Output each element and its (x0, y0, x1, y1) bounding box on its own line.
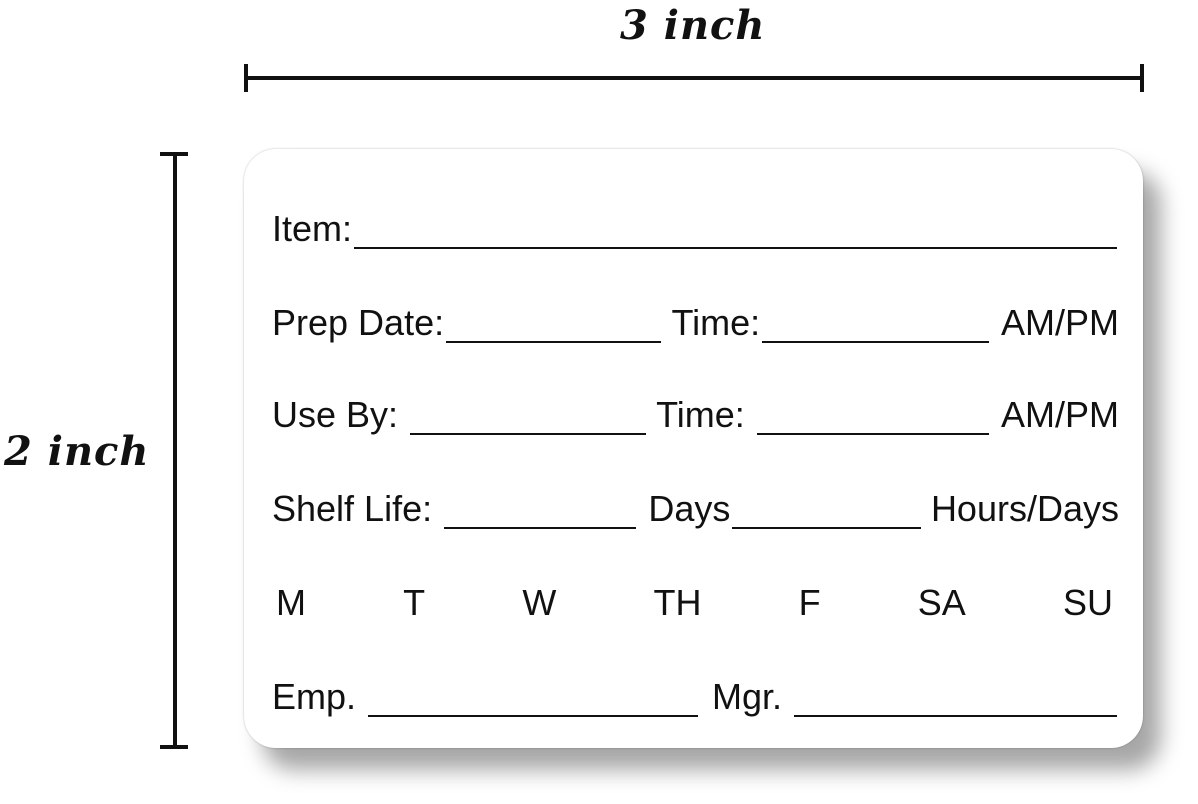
weekday-row (276, 583, 1113, 623)
manager-blank (794, 683, 1117, 717)
prep-time-blank (762, 309, 989, 343)
prep-time-label: Time: (671, 302, 761, 343)
weekday-monday[interactable]: M (276, 582, 306, 623)
shelf-life-row (272, 489, 1119, 529)
manager-label: Mgr. (712, 676, 783, 717)
weekday-tuesday[interactable]: T (403, 582, 426, 623)
signature-row (272, 677, 1119, 717)
employee-label: Emp. (272, 676, 357, 717)
use-by-row (272, 395, 1119, 435)
shelf-life-label: Shelf Life: (272, 488, 433, 529)
width-dimension-line (246, 76, 1142, 80)
prep-date-label: Prep Date: (272, 302, 445, 343)
shelf-life-blank (444, 495, 636, 529)
use-by-blank (410, 401, 646, 435)
width-dimension-cap-left (244, 64, 248, 92)
use-by-ampm-label: AM/PM (1000, 394, 1119, 435)
height-dimension-line (173, 154, 177, 748)
shelf-days-label: Days (648, 488, 731, 529)
weekday-sunday[interactable]: SU (1062, 582, 1113, 623)
width-dimension-label: 3 inch (620, 2, 766, 49)
item-row (272, 209, 1119, 249)
weekday-thursday[interactable]: TH (653, 582, 702, 623)
prep-date-row (272, 303, 1119, 343)
shelf-hours-days-label: Hours/Days (930, 488, 1119, 529)
prep-date-blank (446, 309, 661, 343)
use-by-label: Use By: (272, 394, 399, 435)
use-by-time-label: Time: (656, 394, 745, 435)
weekday-friday[interactable]: F (798, 582, 821, 623)
height-dimension-cap-bottom (160, 745, 188, 749)
use-by-time-blank (757, 401, 989, 435)
weekday-wednesday[interactable]: W (522, 582, 557, 623)
prep-ampm-label: AM/PM (1000, 302, 1119, 343)
food-prep-label (244, 149, 1143, 748)
item-blank (354, 215, 1117, 249)
height-dimension-label: 2 inch (4, 428, 150, 475)
height-dimension-cap-top (160, 152, 188, 156)
item-label: Item: (272, 208, 353, 249)
employee-blank (368, 683, 698, 717)
shelf-days-blank (732, 495, 921, 529)
width-dimension-cap-right (1140, 64, 1144, 92)
weekday-saturday[interactable]: SA (917, 582, 966, 623)
